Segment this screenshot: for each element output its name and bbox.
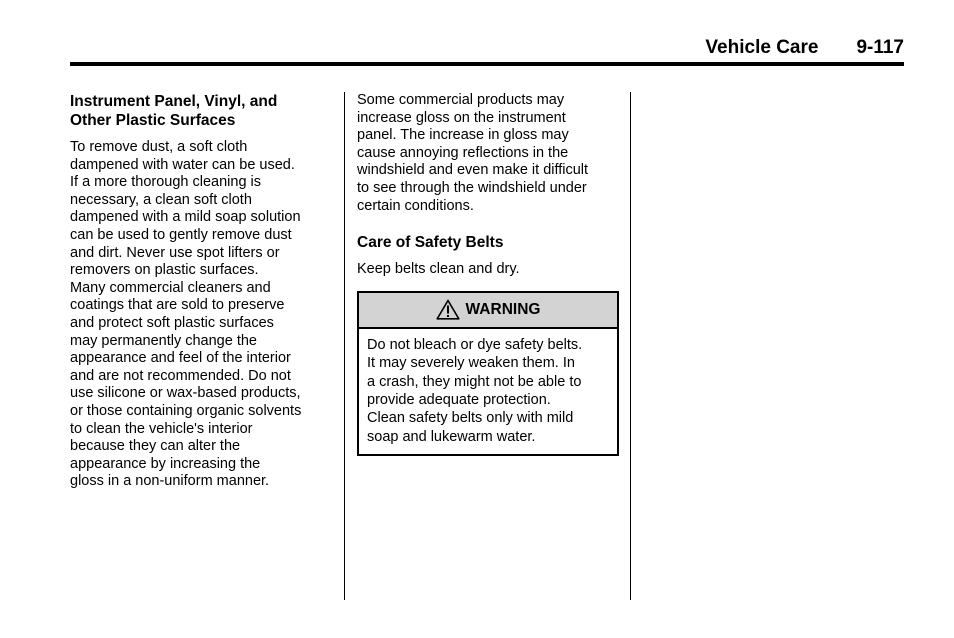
instrument-panel-heading: [70, 92, 332, 130]
warning-triangle-icon: [436, 299, 460, 320]
warning-title: WARNING: [465, 300, 541, 318]
gloss-paragraph: Some commercial products may increase gloss on the instrument panel. The increase in gloss may cause annoying reflections in the windshield and even make it difficult to see through the windshield under certain conditions.: [357, 92, 589, 214]
header-rule: [70, 62, 904, 66]
instrument-panel-body: To remove dust, a soft cloth dampened with water can be used. If a more thorough cleaning is necessary, a clean soft cloth dampened with a mild soap solution can be used to gently remove dust and dirt. Never use spot lifters or removers on plastic surfaces. Many commercial cleaners and coatings that are sold to preserve and protect soft plastic surfaces may permanently change the appearance and feel of the interior and are not recommended. Do not use silicone or wax-based products, or those containing organic solvents to clean the vehicle's interior because they can alter the appearance by increasing the gloss in a non-uniform manner.: [70, 139, 302, 490]
column-2: [357, 92, 619, 456]
page-number: 9-117: [856, 37, 904, 58]
safety-belts-heading: Care of Safety Belts: [357, 234, 504, 252]
column-1: [70, 92, 332, 491]
column-divider-left: [344, 92, 345, 600]
section-title: Vehicle Care: [705, 37, 819, 58]
warning-box: [357, 291, 619, 456]
warning-header: [359, 293, 617, 329]
heading-line-2: Other Plastic Surfaces: [70, 112, 236, 129]
warning-body-text: Do not bleach or dye safety belts. It may severely weaken them. In a crash, they might not be able to provide adequate protection. Clean safety belts only with mild soap and lukewarm water.: [367, 336, 583, 445]
warning-text: [359, 329, 617, 454]
page-header: [70, 37, 904, 63]
safety-belts-body: Keep belts clean and dry.: [357, 261, 520, 278]
heading-line-1: Instrument Panel, Vinyl, and: [70, 93, 278, 110]
column-divider-right: [630, 92, 631, 600]
